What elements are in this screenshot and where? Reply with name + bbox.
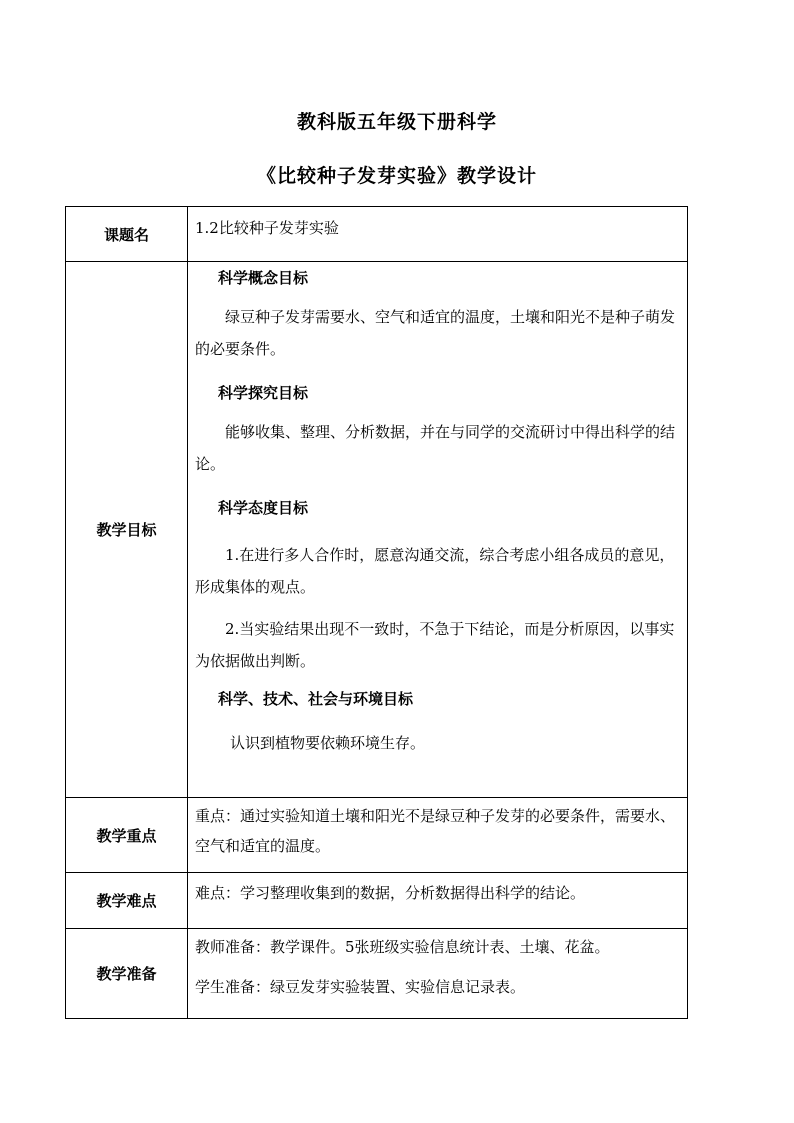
goals-label: 教学目标 <box>66 262 188 798</box>
preparation-label: 教学准备 <box>66 929 188 1019</box>
concept-goal-heading: 科学概念目标 <box>218 269 309 287</box>
attitude-goal-item-2: 2.当实验结果出现不一致时，不急于下结论，而是分析原因，以事实为依据做出判断。 <box>195 620 675 670</box>
goals-cell <box>188 262 688 798</box>
document-subtitle: 《比较种子发芽实验》教学设计 <box>256 165 537 187</box>
document-title: 教科版五年级下册科学 <box>296 111 497 133</box>
key-points-cell <box>188 798 688 873</box>
inquiry-goal-text: 能够收集、整理、分析数据，并在与同学的交流研讨中得出科学的结论。 <box>195 423 676 473</box>
teacher-preparation-text: 教师准备：教学课件。5张班级实验信息统计表、土壤、花盆。 <box>195 938 610 956</box>
table-row-key-points <box>66 798 688 873</box>
difficulties-text: 难点：学习整理收集到的数据，分析数据得出科学的结论。 <box>195 884 586 902</box>
table-row-goals <box>66 262 688 798</box>
stse-goal-heading: 科学、技术、社会与环境目标 <box>218 690 414 708</box>
topic-value: 1.2比较种子发芽实验 <box>195 219 339 237</box>
difficulties-label: 教学难点 <box>66 873 188 929</box>
table-row-difficulties <box>66 873 688 929</box>
inquiry-goal-heading: 科学探究目标 <box>218 384 309 402</box>
table-row-topic <box>66 207 688 262</box>
lesson-plan-table <box>65 206 688 1019</box>
difficulties-cell <box>188 873 688 929</box>
student-preparation-text: 学生准备：绿豆发芽实验装置、实验信息记录表。 <box>195 978 526 996</box>
table-row-preparation <box>66 929 688 1019</box>
preparation-cell <box>188 929 688 1019</box>
topic-label: 课题名 <box>66 207 188 262</box>
key-points-label: 教学重点 <box>66 798 188 873</box>
stse-goal-text: 认识到植物要依赖环境生存。 <box>230 734 426 752</box>
topic-cell <box>188 207 688 262</box>
attitude-goal-item-1: 1.在进行多人合作时，愿意沟通交流，综合考虑小组各成员的意见，形成集体的观点。 <box>195 546 675 596</box>
key-points-text: 重点：通过实验知道土壤和阳光不是绿豆种子发芽的必要条件，需要水、空气和适宜的温度。 <box>195 807 676 855</box>
concept-goal-text: 绿豆种子发芽需要水、空气和适宜的温度，土壤和阳光不是种子萌发的必要条件。 <box>195 308 676 358</box>
attitude-goal-heading: 科学态度目标 <box>218 499 309 517</box>
